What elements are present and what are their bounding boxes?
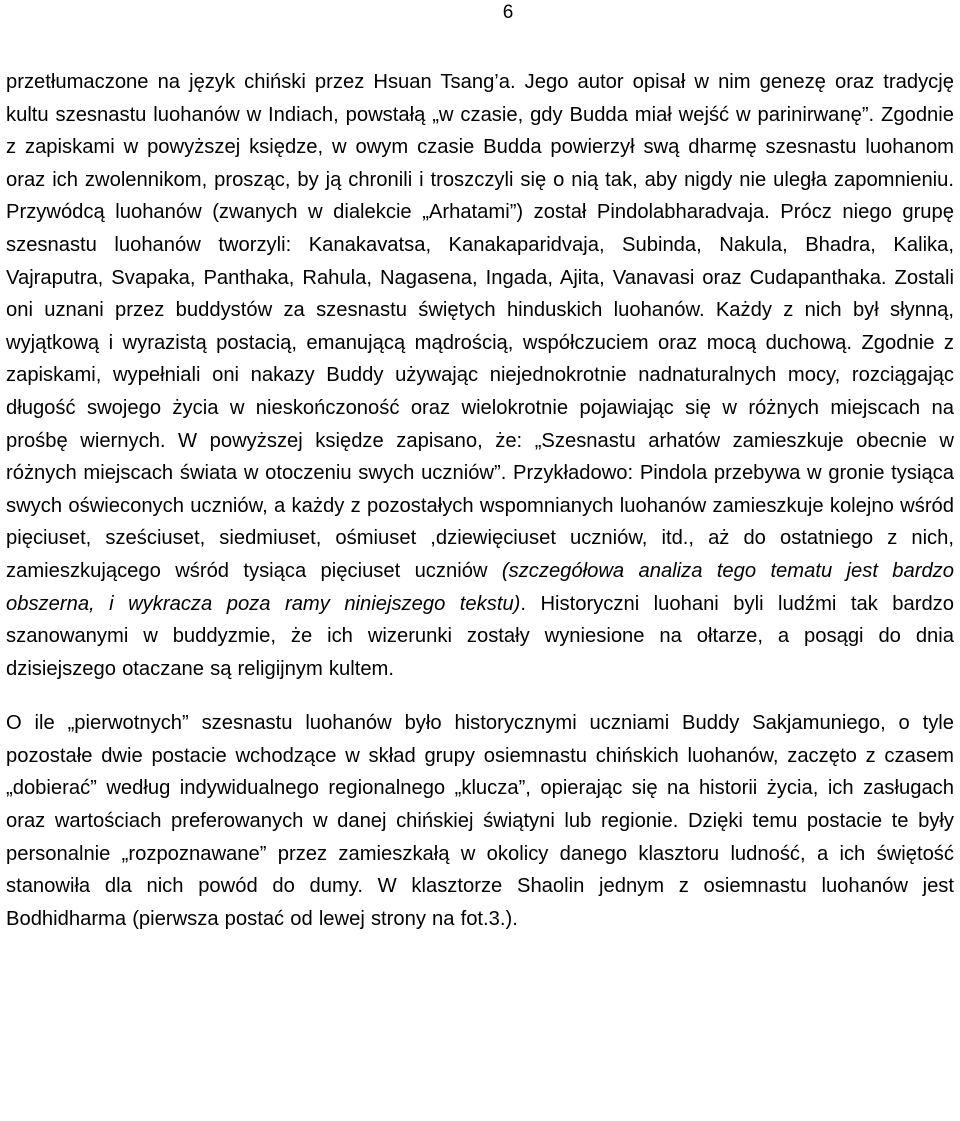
page-number: 6 [502, 2, 514, 23]
paragraph-eighteen-luohans: O ile „pierwotnych” szesnastu luohanów było historycznymi uczniami Buddy Sakjamuniego, o tyle pozostałe dwie postacie wchodzące w skład grupy osiemnastu chińskich luohanów, zaczęto z czasem „dobierać” według indywidualnego regionalnego „klucza”, opierając się na historii życia, ich zasługach oraz wartościach preferowanych w danej chińskiej świątyni lub regionie. Dzięki temu postacie te były personalnie „rozpoznawane” przez zamieszkałą w okolicy danego klasztoru ludność, a ich świętość stanowiła dla nich powód do dumy. W klasztorze Shaolin jednym z osiemnastu luohanów jest Bodhidharma (pierwsza postać od lewej strony na fot.3.). [6, 712, 954, 930]
document-body [6, 66, 954, 935]
italic-note: (szczegółowa analiza tego tematu jest bardzo obszerna, i wykracza poza ramy niniejszego tekstu) [6, 559, 954, 615]
paragraph-text-continued: . Historyczni luohani byli ludźmi tak bardzo szanowanymi w buddyzmie, że ich wizerunki zostały wyniesione na ołtarze, a posągi do dnia dzisiejszego otaczane są religijnym kultem. [6, 592, 954, 680]
paragraph-luohan-origins [6, 66, 954, 685]
paragraph-text: przetłumaczone na język chiński przez Hsuan Tsang’a. Jego autor opisał w nim genezę oraz tradycję kultu szesnastu luohanów w Indiach, powstałą „w czasie, gdy Budda miał wejść w parinirwanę”. Zgodnie z zapiskami w powyższej księdze, w owym czasie Budda powierzył swą dharmę szesnastu luohanom oraz ich zwolennikom, prosząc, by ją chronili i troszczyli się o nią tak, aby nigdy nie uległa zapomnieniu. Przywódcą luohanów (zwanych w dialekcie „Arhatami”) został Pindolabharadvaja. Prócz niego grupę szesnastu luohanów tworzyli: Kanakavatsa, Kanakaparidvaja, Subinda, Nakula, Bhadra, Kalika, Vajraputra, Svapaka, Panthaka, Rahula, Nagasena, Ingada, Ajita, Vanavasi oraz Cudapanthaka. Zostali oni uznani przez buddystów za szesnastu świętych hinduskich luohanów. Każdy z nich był słynną, wyjątkową i wyrazistą postacią, emanującą mądrością, współczuciem oraz mocą duchową. Zgodnie z zapiskami, wypełniali oni nakazy Buddy używając niejednokrotnie nadnaturalnych mocy, rozciągając długość swojego życia w nieskończoność oraz wielokrotnie pojawiając się w różnych miejscach na prośbę wiernych. W powyższej księdze zapisano, że: „Szesnastu arhatów zamieszkuje obecnie w różnych miejscach świata w otoczeniu swych uczniów”. Przykładowo: Pindola przebywa w gronie tysiąca swych oświeconych uczniów, a każdy z pozostałych wspomnianych luohanów zamieszkuje kolejno wśród pięciuset, sześciuset, siedmiuset, ośmiuset ,dziewięciuset uczniów, itd., aż do ostatniego z nich, zamieszkującego wśród tysiąca pięciuset uczniów [6, 71, 954, 582]
